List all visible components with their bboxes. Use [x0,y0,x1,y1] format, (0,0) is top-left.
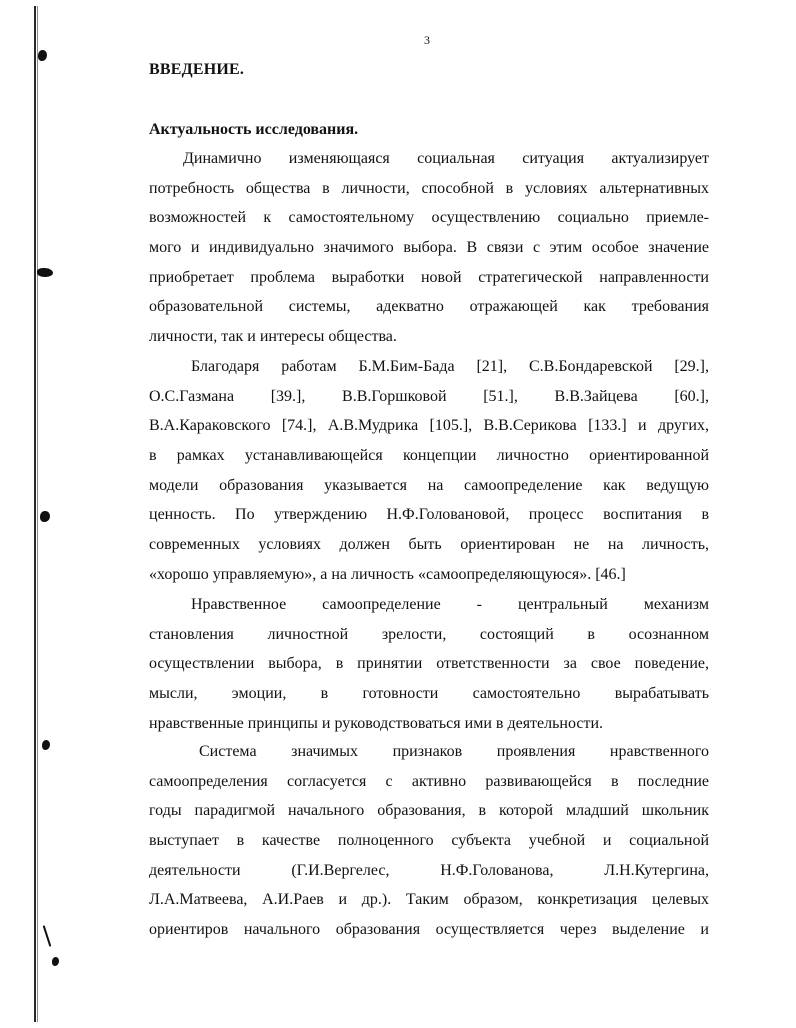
text-line: становления личностной зрелости, состоящий в осознанном [149,625,709,643]
text-line: возможностей к самостоятельному осуществлению социально приемле- [149,209,709,227]
paragraph-2 [149,352,709,590]
text-line: деятельности (Г.И.Вергелес, Н.Ф.Голованова, Л.Н.Кутергина, [149,861,709,879]
text-line: ценность. По утверждению Н.Ф.Головановой, процесс воспитания в [149,506,709,524]
section-heading: ВВЕДЕНИЕ. [149,61,245,78]
text-line: приобретает проблема выработки новой стратегической направленности [149,268,709,286]
text-line: Л.А.Матвеева, А.И.Раев и др.). Таким образом, конкретизация целевых [149,891,709,909]
text-line: осуществлении выбора, в принятии ответственности за свое поведение, [149,655,709,673]
punch-hole-mark [42,740,50,750]
paragraph-4 [149,737,709,945]
text-line: Нравственное самоопределение - центральный механизм [191,596,709,613]
punch-hole-mark [37,268,53,277]
text-line: модели образования указывается на самоопределение как ведущую [149,476,709,494]
section-subheading: Актуальность исследования. [149,121,359,138]
scan-streak [43,925,52,947]
text-line: Благодаря работам Б.М.Бим-Бада [21], С.В.Бондаревской [29.], [191,358,709,375]
text-line: в рамках устанавливающейся концепции личностно ориентированной [149,447,709,465]
punch-hole-mark [52,957,59,966]
paragraph-3 [149,590,709,738]
text-line: самоопределения согласуется с активно развивающейся в последние [149,772,709,790]
page-number: 3 [424,33,430,47]
scan-edge-shadow [37,6,38,1022]
text-line: В.А.Караковского [74.], А.В.Мудрика [105.], В.В.Серикова [133.] и других, [149,417,709,435]
text-line: «хорошо управляемую», а на личность «самоопределяющуюся». [46.] [149,565,626,583]
text-line: выступает в качестве полноценного субъекта учебной и социальной [149,832,709,850]
punch-hole-mark [40,511,50,522]
punch-hole-mark [38,50,47,61]
text-line: ориентиров начального образования осуществляется через выделение и [149,921,709,939]
text-line: потребность общества в личности, способной в условиях альтернативных [149,179,709,197]
text-line: Система значимых признаков проявления нравственного [199,743,709,760]
text-line: мого и индивидуально значимого выбора. В связи с этим особое значение [149,239,709,257]
text-line: нравственные принципы и руководствоваться ими в деятельности. [149,714,604,732]
text-line: современных условиях должен быть ориентирован не на личность, [149,536,709,554]
text-line: Динамично изменяющаяся социальная ситуация актуализирует [183,150,709,167]
paragraph-1 [149,144,709,352]
scan-edge-line [34,6,36,1022]
text-line: образовательной системы, адекватно отражающей как требования [149,298,709,316]
text-line: О.С.Газмана [39.], В.В.Горшковой [51.], В.В.Зайцева [60.], [149,387,709,405]
text-line: личности, так и интересы общества. [149,328,397,346]
text-line: мысли, эмоции, в готовности самостоятельно вырабатывать [149,685,709,703]
text-line: годы парадигмой начального образования, в которой младший школьник [149,802,709,820]
